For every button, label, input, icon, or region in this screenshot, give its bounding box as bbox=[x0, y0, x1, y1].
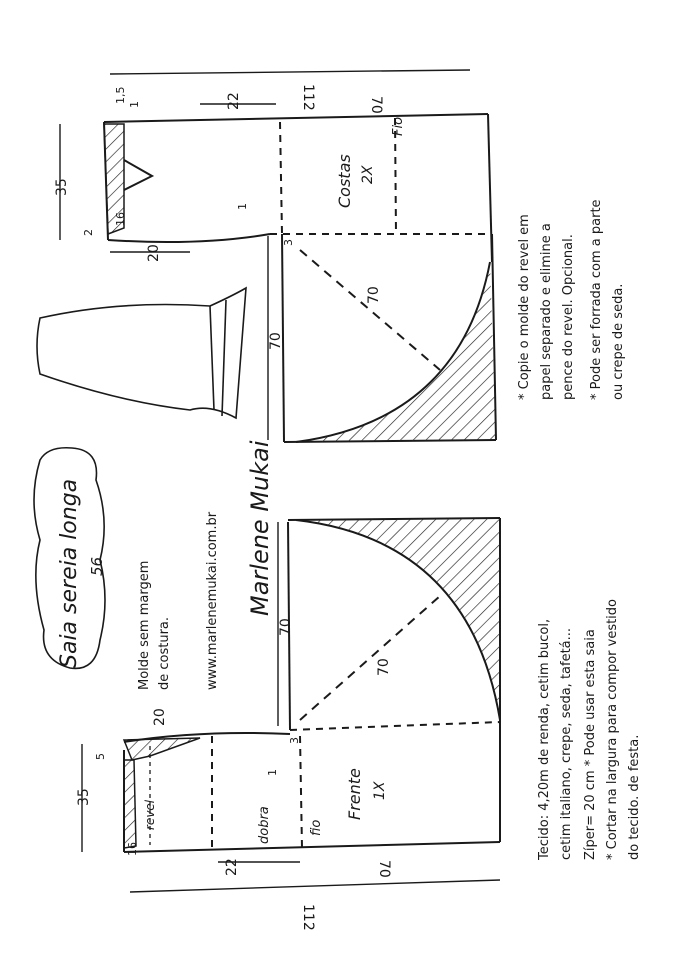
back-grain: Fio bbox=[391, 116, 406, 136]
front-dim-total-label: 112 bbox=[300, 904, 316, 931]
back-dim-flare-label: 70 bbox=[268, 332, 284, 350]
back-hip-curve bbox=[108, 234, 270, 242]
front-label: Frente bbox=[345, 768, 364, 820]
back-hatched-area bbox=[296, 262, 496, 442]
front-knee-line bbox=[290, 722, 500, 730]
text-layer bbox=[54, 84, 642, 931]
back-dim-three-label: 3 bbox=[282, 239, 295, 246]
note-margin-1: Molde sem margem bbox=[137, 560, 152, 690]
note-bottom-1: Tecido: 4,20m de renda, cetim bucol, bbox=[537, 618, 552, 860]
front-facing bbox=[124, 760, 136, 848]
note-right-2: papel separado e elimine a bbox=[539, 223, 554, 400]
back-dim-total bbox=[110, 70, 470, 74]
back-dart bbox=[124, 160, 152, 190]
front-dim-five-label: 5 bbox=[94, 753, 107, 760]
front-dim-twenty-label: 20 bbox=[152, 708, 168, 726]
title-name: Saia sereia longa bbox=[57, 478, 82, 668]
back-count: 2X bbox=[360, 165, 376, 184]
front-facing-label: revel bbox=[143, 799, 157, 830]
back-dim-right-label: 70 bbox=[368, 96, 384, 114]
back-dim-hip-label: 35 bbox=[54, 178, 70, 196]
note-margin-2: de costura. bbox=[157, 616, 172, 690]
back-dim-radius-label: 70 bbox=[366, 286, 382, 304]
back-dim-two-label: 2 bbox=[82, 229, 95, 236]
note-right-4: * Pode ser forrada com a parte bbox=[589, 199, 604, 400]
back-dim-hem-label: 1,5 bbox=[114, 86, 127, 104]
front-dim-22-label: 22 bbox=[224, 858, 240, 876]
website-url: www.marlenemukai.com.br bbox=[205, 511, 220, 690]
front-dim-oneb-label: 1 bbox=[266, 769, 279, 776]
note-bottom-2: cetim italiano, crepe, seda, tafetá... bbox=[559, 627, 574, 860]
note-bottom-3: Zíper= 20 cm * Pode usar esta saia bbox=[583, 629, 598, 860]
front-dim-right-label: 70 bbox=[376, 860, 392, 878]
front-bottom-line bbox=[124, 842, 500, 852]
front-dim-radius-label: 70 bbox=[376, 658, 392, 676]
back-dim-16-label: 16 bbox=[114, 212, 127, 226]
back-dim-twenty-label: 20 bbox=[146, 244, 162, 262]
back-dim-oneb-label: 1 bbox=[236, 203, 249, 210]
front-grain: fio bbox=[309, 819, 324, 836]
back-dim-22-label: 22 bbox=[226, 92, 242, 110]
note-bottom-4: * Cortar na largura para compor vestido bbox=[605, 598, 620, 860]
note-right-1: * Copie o molde do revel em bbox=[517, 214, 532, 400]
front-dim-flare-label: 70 bbox=[278, 618, 294, 636]
signature: Marlene Mukai bbox=[246, 440, 274, 616]
back-dim-one-label: 1 bbox=[128, 101, 141, 108]
note-bottom-5: do tecido. de festa. bbox=[627, 734, 642, 860]
front-count: 1X bbox=[372, 781, 388, 800]
skirt-sketch bbox=[37, 288, 246, 418]
front-dim-total bbox=[130, 880, 500, 892]
back-dim-total-label: 112 bbox=[300, 84, 316, 111]
front-dim-hip-label: 35 bbox=[76, 788, 92, 806]
front-radius-line bbox=[300, 596, 440, 720]
front-fold: dobra bbox=[257, 806, 272, 844]
front-hatched-area bbox=[296, 518, 500, 720]
front-dim-sixteen-label: 16 bbox=[126, 842, 139, 856]
back-label: Costas bbox=[335, 154, 354, 208]
front-dim-three-label: 3 bbox=[288, 737, 301, 744]
note-right-5: ou crepe de seda. bbox=[611, 283, 626, 400]
title-size: 56 bbox=[88, 556, 106, 576]
back-divider bbox=[280, 122, 282, 234]
back-piece bbox=[60, 70, 496, 442]
front-divider bbox=[300, 736, 302, 848]
note-right-3: pence do revel. Opcional. bbox=[561, 234, 576, 400]
back-top-line bbox=[104, 114, 488, 122]
front-hip-hatch bbox=[124, 738, 200, 760]
back-radius-line bbox=[300, 250, 440, 370]
